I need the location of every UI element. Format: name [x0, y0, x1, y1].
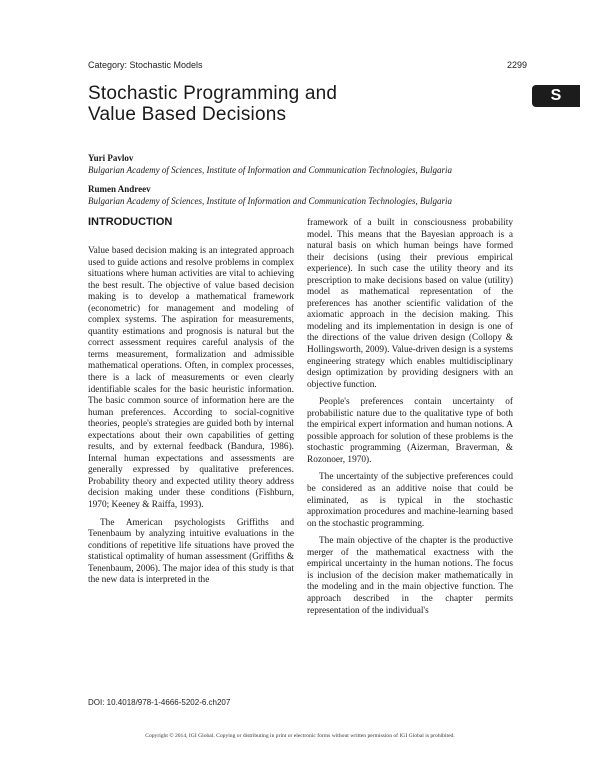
author-block-2: [88, 183, 548, 207]
paragraph: People's preferences contain uncertainty of probabilistic nature due to the qualitative type of both the empirical expert information and human notions. A possible approach for solution of these problems is the stochastic programming (Aizerman, Braverman, & Rozonoer, 1970).: [307, 397, 513, 465]
paragraph: The uncertainty of the subjective preferences could be considered as an additive noise that could be eliminated, as is typical in the stochastic approximation procedures and machine-learning based on the stochastic programming.: [307, 472, 513, 529]
right-column: [307, 218, 513, 617]
left-column: [88, 246, 294, 587]
category-label: Category: Stochastic Models: [88, 60, 203, 70]
page-number: 2299: [507, 60, 528, 70]
section-heading: INTRODUCTION: [88, 216, 173, 228]
paragraph: Value based decision making is an integrated approach used to guide actions and resolve problems in complex situations where human activities are vital to achieving the best result. The objective of value based decision making is to develop a mathematical framework (econometric) for management and modeling of complex systems. The aspiration for measurements, quantity estimations and prognosis is natural but the correct assessment requires careful analysis of the terms measurement, formalization and admissible mathematical operations. Often, in complex processes, there is a lack of measurements or even clearly identifiable scales for the basic heuristic information. The basic common source of information here are the human preferences. According to social-cognitive theories, people's strategies are guided both by internal expectations about their own capabilities of getting results, and by external feedback (Bandura, 1986). Internal human expectations and assessments are generally expressed by qualitative preferences. Probability theory and expected utility theory address decision making under these conditions (Fishburn, 1970; Keeney & Raiffa, 1993).: [88, 246, 294, 511]
doi-label: DOI: 10.4018/978-1-4666-5202-6.ch207: [88, 698, 231, 707]
copyright-notice: Copyright © 2014, IGI Global. Copying or distributing in print or electronic forms without written permission of IGI Global is prohibited.: [145, 733, 455, 739]
author-block-1: [88, 152, 548, 176]
author-affiliation: Bulgarian Academy of Sciences, Institute of Information and Communication Technologies, Bulgaria: [88, 196, 452, 206]
section-tab: S: [532, 85, 580, 107]
author-affiliation: Bulgarian Academy of Sciences, Institute of Information and Communication Technologies, Bulgaria: [88, 165, 452, 175]
paragraph: framework of a built in consciousness probability model. This means that the Bayesian approach is a natural basis on which human beings have formed their decisions (using their previous empirical experience). In such case the utility theory and its prescription to make decisions based on value (utility) model as mathematical representation of the preferences has another scientific validation of the axiomatic approach in the decision making. This modeling and its implementation in design is one of the directions of the value driven design (Collopy & Hollingsworth, 2009). Value-driven design is a systems engineering strategy which enables multidisciplinary design optimization by providing designers with an objective function.: [307, 218, 513, 390]
paragraph: The American psychologists Griffiths and Tenenbaum by analyzing intuitive evaluations in the conditions of repetitive life situations have proved the statistical optimality of human assessment (Griffiths & Tenenbaum, 2006). The major idea of this study is that the new data is interpreted in the: [88, 517, 294, 586]
author-name: Rumen Andreev: [88, 184, 151, 194]
title-line-2: Value Based Decisions: [88, 104, 287, 125]
paragraph: The main objective of the chapter is the productive merger of the mathematical exactness with the empirical uncertainty in the human notions. The focus is inclusion of the decision maker mathematically in the modeling and in the main objective function. The approach described in the chapter permits representation of the individual's: [307, 536, 513, 616]
paper-title: [88, 83, 488, 125]
author-name: Yuri Pavlov: [88, 153, 134, 163]
title-line-1: Stochastic Programming and: [88, 83, 338, 104]
